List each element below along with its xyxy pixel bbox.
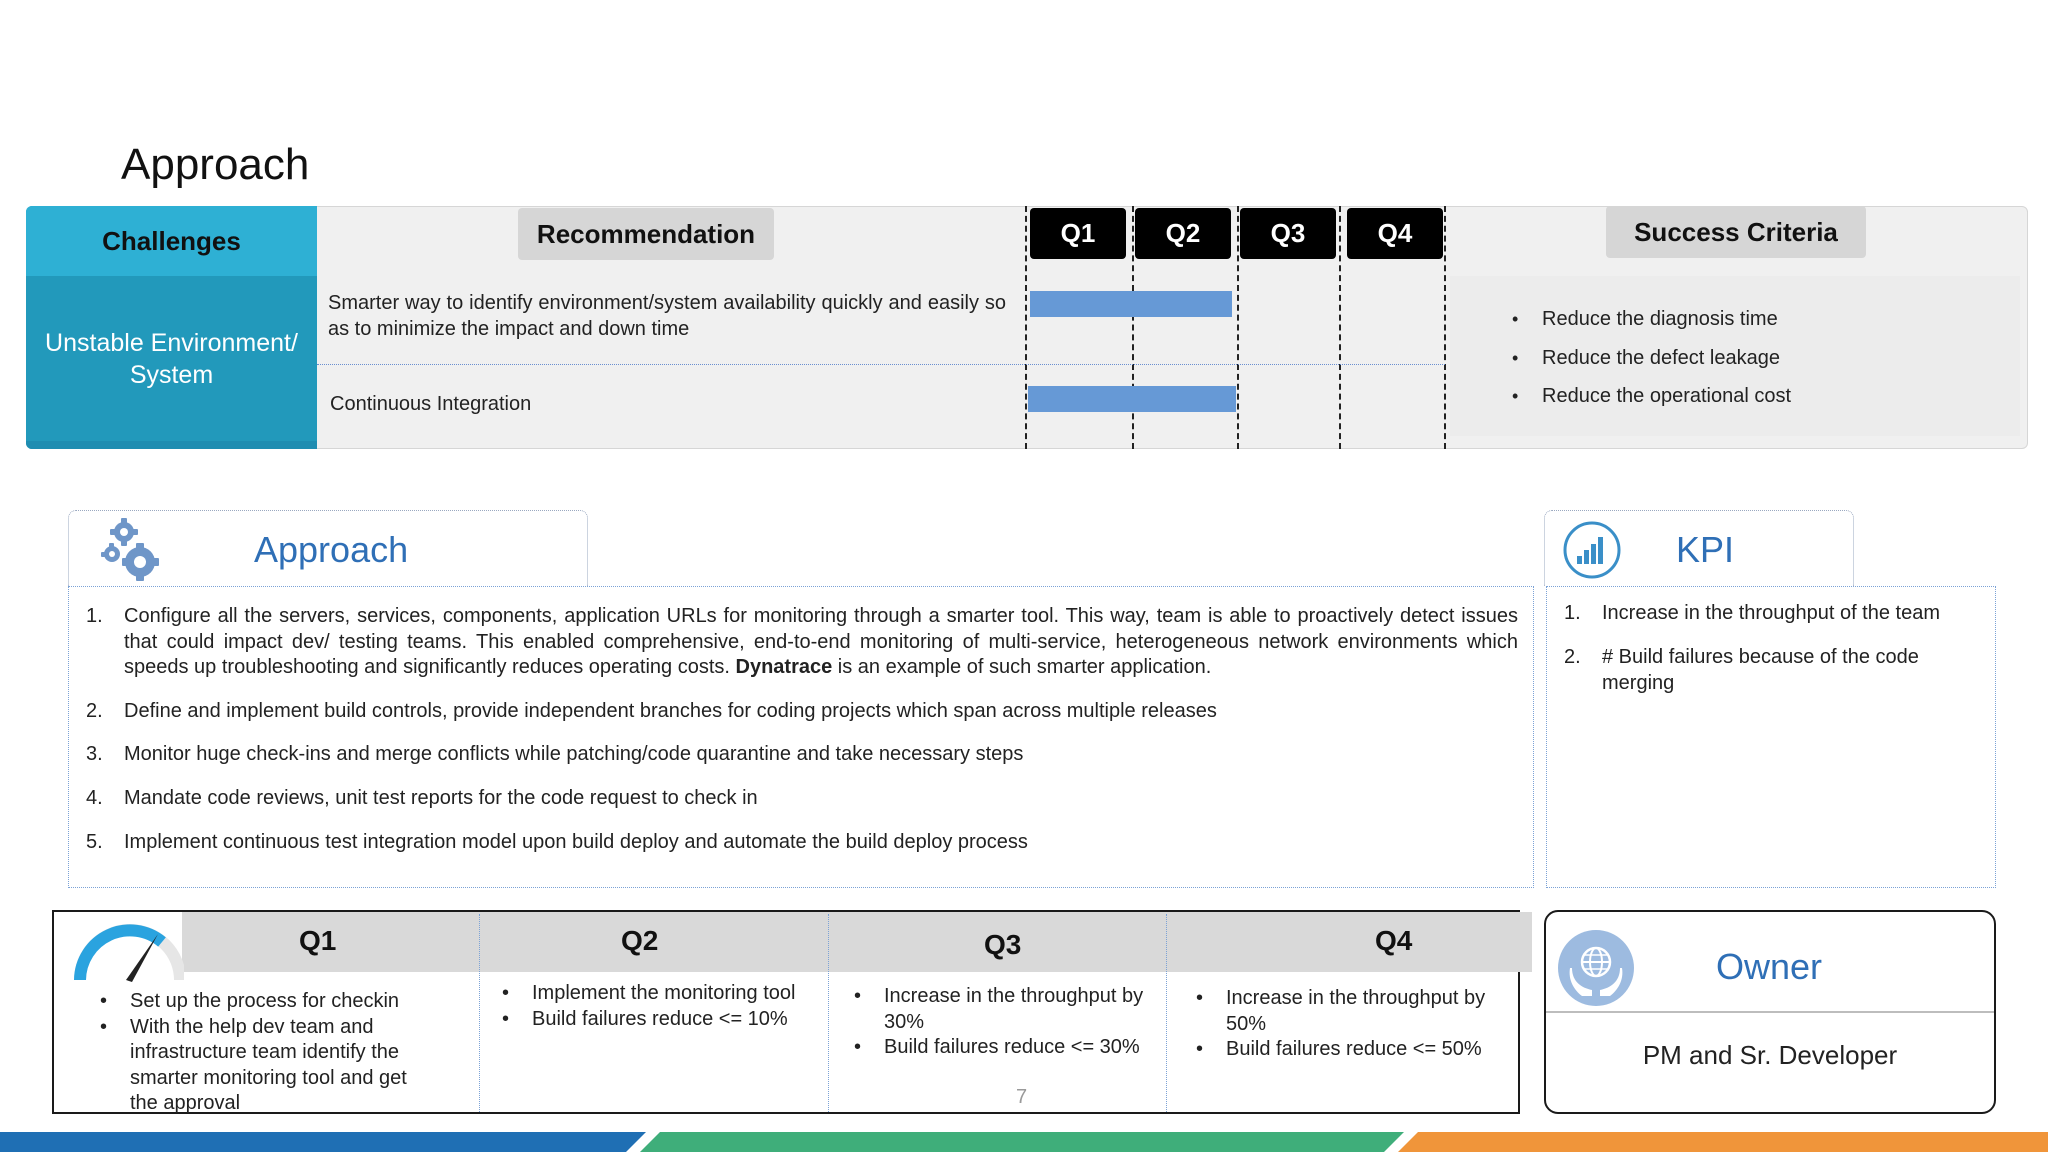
item-number: 4. — [86, 786, 103, 809]
footer-segment-green — [640, 1132, 1404, 1152]
item-text: Monitor huge check-ins and merge conflicts while patching/code quarantine and take necessary steps — [124, 743, 1024, 766]
item-text: Mandate code reviews, unit test reports for the code request to check in — [124, 786, 758, 809]
plan-column-divider — [828, 914, 829, 1112]
quarter-header-q2: Q2 — [1135, 208, 1231, 259]
success-criteria-item: • Reduce the diagnosis time — [1512, 304, 1791, 343]
challenges-header: Challenges — [26, 206, 317, 276]
owner-divider — [1546, 1011, 1994, 1013]
plan-quarter-q1: Q1 — [299, 925, 337, 956]
quarter-divider — [1237, 206, 1239, 449]
plan-q2-list — [502, 981, 802, 1032]
row-divider — [317, 364, 1445, 365]
page-title: Approach — [121, 140, 310, 189]
plan-q4-list — [1196, 986, 1516, 1063]
recommendation-row-2: Continuous Integration — [330, 393, 532, 415]
plan-item: • Build failures reduce <= 50% — [1196, 1037, 1516, 1063]
success-criteria-item: • Reduce the operational cost — [1512, 381, 1791, 420]
approach-item — [82, 830, 1518, 856]
quarter-header-q1: Q1 — [1030, 208, 1126, 259]
kpi-item — [1560, 644, 1980, 696]
plan-quarter-q3: Q3 — [984, 929, 1022, 960]
recommendation-header: Recommendation — [518, 208, 774, 260]
quarter-divider — [1132, 206, 1134, 449]
plan-quarter-q2: Q2 — [621, 925, 659, 956]
gantt-bar-row-1 — [1030, 291, 1232, 317]
plan-item: • Set up the process for checkin — [100, 989, 440, 1015]
plan-quarter-q4: Q4 — [1375, 925, 1413, 956]
bar-chart-icon — [1562, 520, 1622, 580]
owner-title: Owner — [1716, 946, 1823, 987]
challenge-text: Unstable Environment/ System — [26, 276, 317, 441]
approach-item — [82, 742, 1518, 768]
item-number: 1. — [86, 605, 103, 627]
item-text: Increase in the throughput of the team — [1602, 602, 1940, 624]
kpi-section-title: KPI — [1676, 529, 1735, 570]
success-criteria-item: • Reduce the defect leakage — [1512, 343, 1791, 382]
plan-q1-list — [100, 989, 440, 1117]
approach-item — [82, 786, 1518, 812]
success-criteria-header: Success Criteria — [1606, 206, 1866, 258]
item-number: 2. — [1564, 646, 1581, 668]
footer-color-band — [0, 1132, 2048, 1152]
plan-item: • Build failures reduce <= 30% — [854, 1035, 1164, 1061]
plan-q3-list — [854, 984, 1164, 1061]
challenge-column-base — [26, 441, 317, 449]
kpi-list — [1560, 600, 1980, 714]
item-text: Define and implement build controls, provide independent branches for coding projects which span across multiple releases — [124, 699, 1217, 722]
item-number: 3. — [86, 743, 103, 766]
item-number: 1. — [1564, 602, 1581, 624]
item-text: Configure all the servers, services, components, application URLs for monitoring through a smarter tool. This way, team is able to proactively detect issues that could impact dev/ testing teams. This enabled comprehensive, end-to-end monitoring of multi-service, heterogeneous network environments which speeds up troubleshooting and significantly reduces operating costs. — [124, 605, 1518, 679]
item-emphasis: Dynatrace — [735, 656, 833, 679]
plan-item: • Implement the monitoring tool — [502, 981, 802, 1007]
quarter-header-q3: Q3 — [1240, 208, 1336, 259]
recommendation-row-1: Smarter way to identify environment/system availability quickly and easily so as to minimize the impact and down time — [328, 292, 1006, 340]
approach-item — [82, 699, 1518, 725]
quarter-divider — [1025, 206, 1027, 449]
item-text: Implement continuous test integration model upon build deploy and automate the build deploy process — [124, 830, 1028, 853]
plan-item: • Increase in the throughput by 50% — [1196, 986, 1516, 1037]
success-criteria-list — [1512, 304, 1791, 420]
item-number: 5. — [86, 830, 103, 853]
footer-segment-orange — [1398, 1132, 2048, 1152]
plan-column-divider — [1166, 914, 1167, 1112]
item-number: 2. — [86, 699, 103, 722]
quarterly-plan-header — [54, 912, 1532, 972]
item-text: # Build failures because of the code merging — [1602, 646, 1919, 694]
approach-item — [82, 604, 1518, 681]
plan-item: • With the help dev team and infrastructure team identify the smarter monitoring tool and get the approval — [100, 1015, 440, 1117]
owner-name: PM and Sr. Developer — [1642, 1040, 1898, 1070]
approach-section-title: Approach — [254, 529, 409, 570]
quarter-divider — [1444, 206, 1446, 449]
page-number: 7 — [1016, 1086, 1028, 1108]
quarter-header-q4: Q4 — [1347, 208, 1443, 259]
globe-hands-icon — [1556, 928, 1636, 1008]
gauge-icon — [72, 918, 184, 984]
gantt-bar-row-2 — [1028, 386, 1236, 412]
plan-item: • Increase in the throughput by 30% — [854, 984, 1164, 1035]
kpi-item — [1560, 600, 1980, 626]
plan-column-divider — [479, 914, 480, 1112]
plan-item: • Build failures reduce <= 10% — [502, 1007, 802, 1033]
quarter-divider — [1339, 206, 1341, 449]
approach-list — [82, 604, 1518, 873]
footer-segment-blue — [0, 1132, 646, 1152]
gear-icon — [100, 516, 170, 582]
item-text-tail: is an example of such smarter application. — [832, 656, 1212, 679]
